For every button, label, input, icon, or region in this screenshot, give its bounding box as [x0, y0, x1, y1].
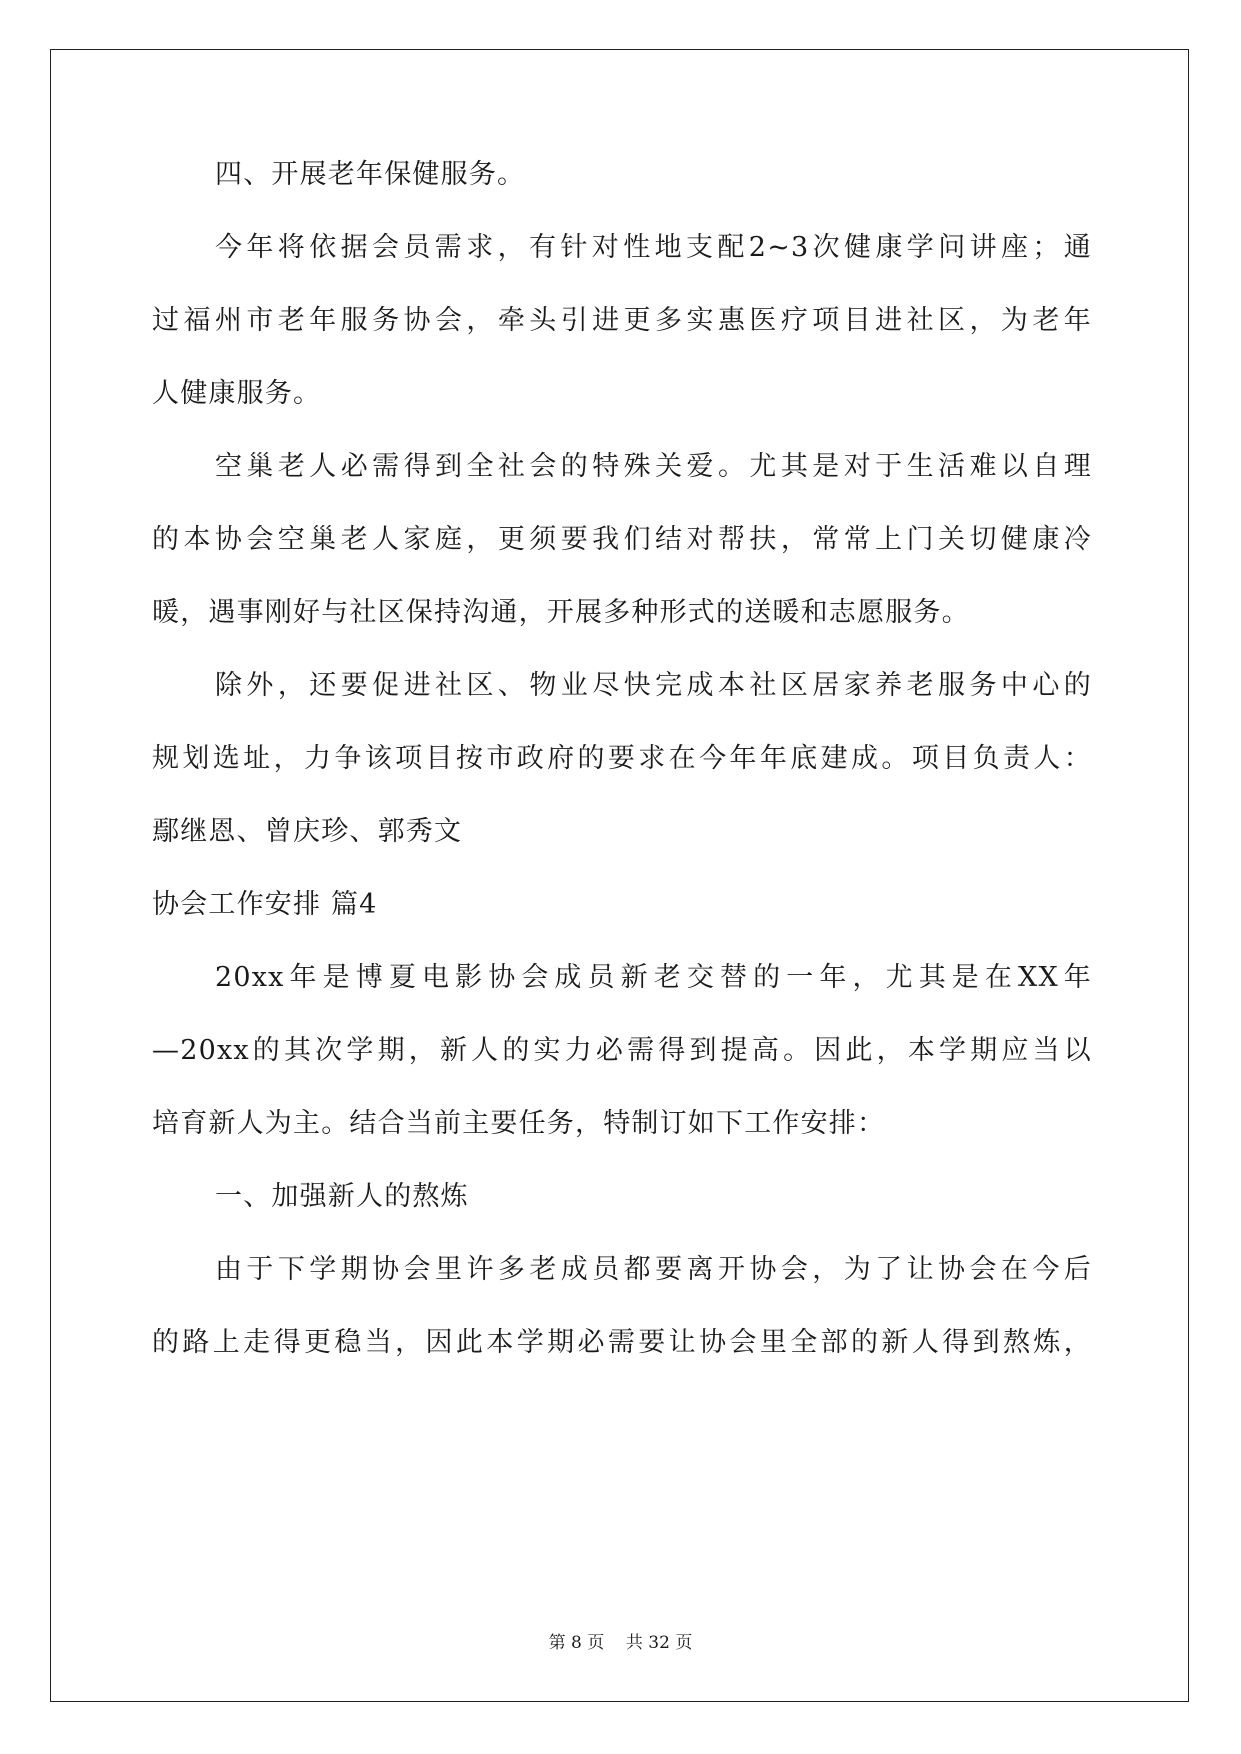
paragraph-line: 的本协会空巢老人家庭，更须要我们结对帮扶，常常上门关切健康冷 — [152, 524, 1092, 555]
paragraph-line: 人健康服务。 — [152, 378, 322, 409]
paragraph-line: 的路上走得更稳当，因此本学期必需要让协会里全部的新人得到熬炼， — [152, 1327, 1092, 1358]
paragraph-line: 培育新人为主。结合当前主要任务，特制订如下工作安排： — [152, 1108, 886, 1139]
paragraph-line: 除外，还要促进社区、物业尽快完成本社区居家养老服务中心的 — [215, 670, 1092, 701]
paragraph-line: 20xx年是博夏电影协会成员新老交替的一年，尤其是在XX年 — [215, 962, 1092, 993]
paragraph-line: 暖，遇事刚好与社区保持沟通，开展多种形式的送暖和志愿服务。 — [152, 597, 970, 628]
paragraph-line: 今年将依据会员需求，有针对性地支配2~3次健康学问讲座；通 — [215, 232, 1092, 263]
paragraph-line: —20xx的其次学期，新人的实力必需得到提高。因此，本学期应当以 — [152, 1035, 1092, 1066]
section-heading: 四、开展老年保健服务。 — [215, 159, 526, 190]
paragraph-line: 由于下学期协会里许多老成员都要离开协会，为了让协会在今后 — [215, 1254, 1092, 1285]
paragraph-line: 鄢继恩、曾庆珍、郭秀文 — [152, 816, 463, 847]
page-number-footer: 第 8 页 共 32 页 — [548, 1633, 693, 1653]
paragraph-line: 空巢老人必需得到全社会的特殊关爱。尤其是对于生活难以自理 — [215, 451, 1092, 482]
paragraph-line: 过福州市老年服务协会，牵头引进更多实惠医疗项目进社区，为老年 — [152, 305, 1092, 336]
section-heading: 一、加强新人的熬炼 — [215, 1181, 469, 1212]
chapter-heading: 协会工作安排 篇4 — [152, 889, 378, 920]
paragraph-line: 规划选址，力争该项目按市政府的要求在今年年底建成。项目负责人： — [152, 743, 1092, 774]
page-border — [50, 49, 1189, 1702]
